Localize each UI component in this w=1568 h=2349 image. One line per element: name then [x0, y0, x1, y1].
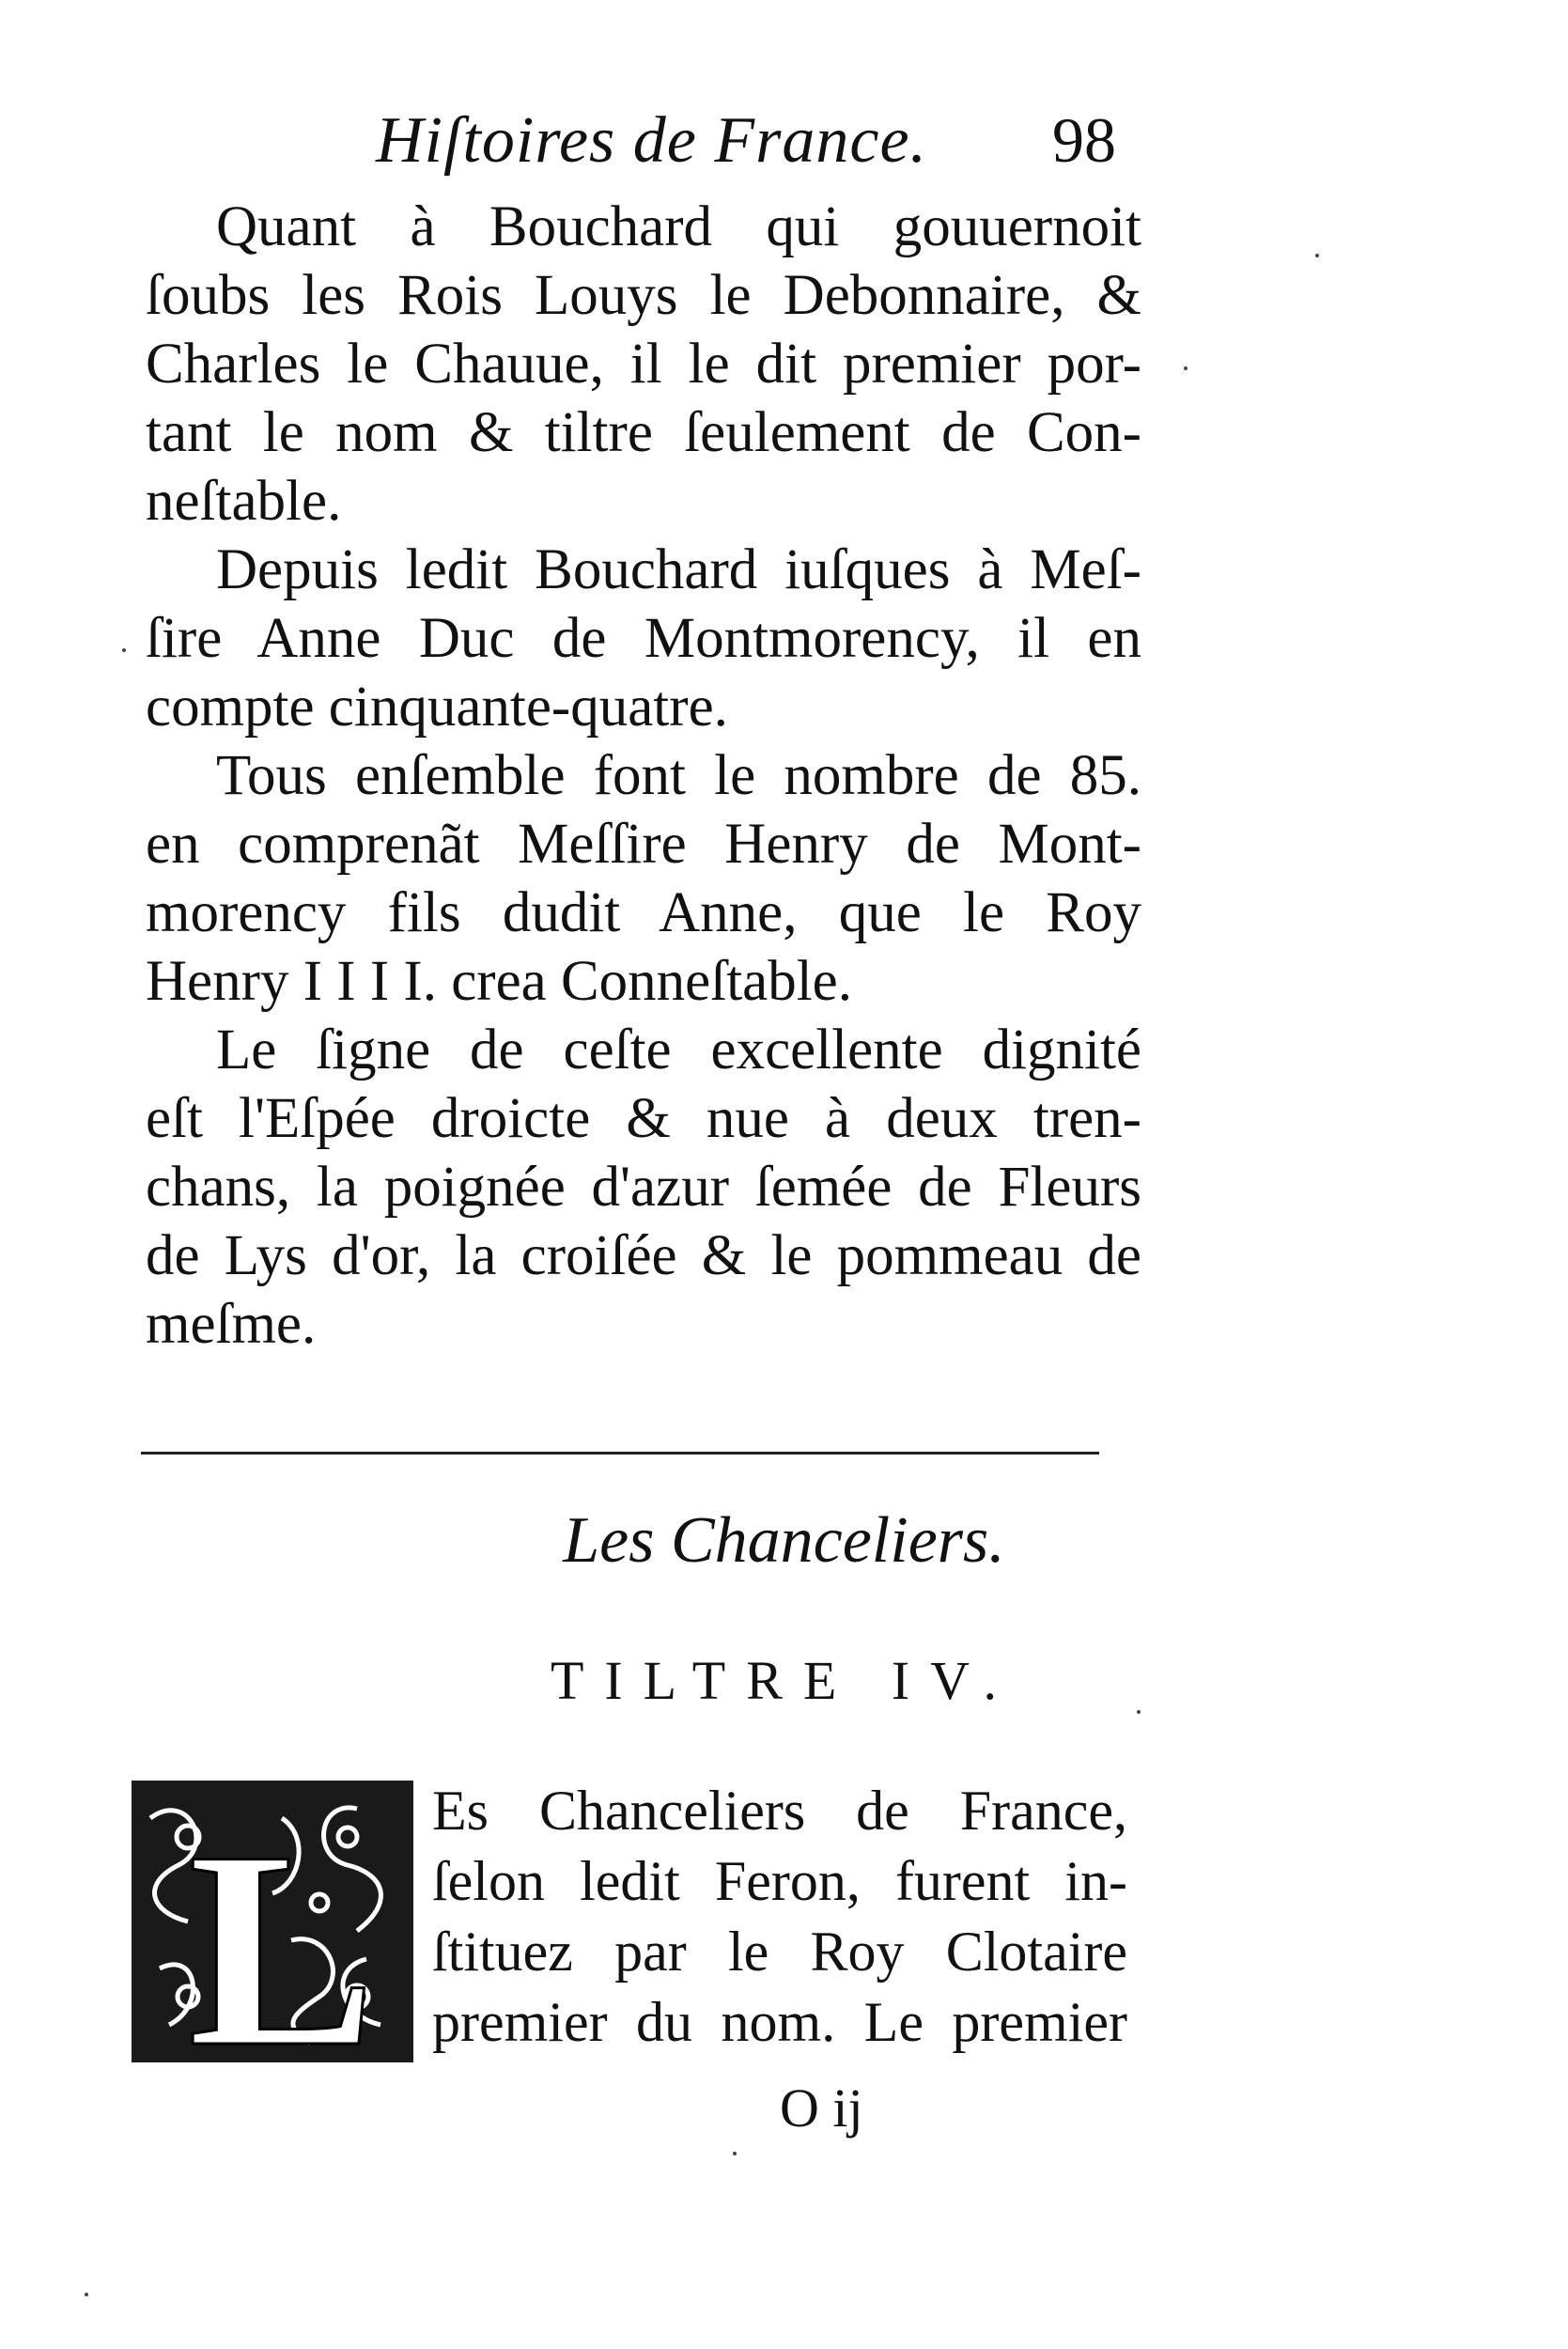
body-text [146, 193, 1141, 1359]
drop-cap-letter: L [188, 1793, 377, 2062]
print-speck [122, 648, 126, 652]
text-line: ſoubs les Rois Louys le Debonnaire, & [146, 264, 1141, 327]
text-line: chans, la poignée d'azur ſemée de Fleurs [146, 1156, 1141, 1219]
text-line: Charles le Chauue, il le dit premier por- [146, 333, 1141, 396]
page-number: 98 [1052, 104, 1116, 176]
ornamental-drop-cap [132, 1781, 413, 2062]
print-speck [1137, 1710, 1141, 1714]
text-line: premier du nom. Le premier [432, 1991, 1127, 2053]
print-speck [85, 2293, 88, 2296]
drop-cap-ornament-icon [132, 1781, 413, 2062]
text-line: Es Chanceliers de France, [432, 1780, 1127, 1842]
section-divider-rule [141, 1452, 1099, 1455]
text-line: neſtable. [146, 470, 342, 533]
signature-mark: O ij [780, 2077, 863, 2139]
text-line: meſme. [146, 1293, 317, 1356]
text-line: morency fils dudit Anne, que le Roy [146, 881, 1141, 944]
print-speck [1315, 254, 1319, 257]
text-line: de Lys d'or, la croiſée & le pommeau de [146, 1224, 1141, 1287]
text-line: eſt l'Eſpée droicte & nue à deux tren- [146, 1087, 1141, 1150]
section-subtitle: TILTRE IV. [550, 1650, 1018, 1711]
text-line: Depuis ledit Bouchard iuſques à Meſ- [216, 538, 1141, 601]
text-line: Henry I I I I. crea Conneſtable. [146, 950, 852, 1013]
text-line: Quant à Bouchard qui gouuernoit [216, 195, 1141, 258]
text-line: ſelon ledit Feron, furent in- [432, 1850, 1127, 1912]
text-line: en comprenãt Meſſire Henry de Mont- [146, 813, 1141, 876]
print-speck [1184, 366, 1188, 370]
text-line: ſtituez par le Roy Clotaire [432, 1921, 1127, 1983]
print-speck [733, 2152, 737, 2155]
text-line: compte cinquante-quatre. [146, 676, 728, 739]
text-line: Le ſigne de ceſte excellente dignité [216, 1019, 1141, 1081]
section-title: Les Chanceliers. [563, 1504, 1005, 1577]
drop-cap-paragraph [432, 1776, 1127, 2058]
text-line: ſire Anne Duc de Montmorency, il en [146, 607, 1141, 670]
running-title: Hiſtoires de France. [376, 104, 928, 177]
running-head [376, 94, 1221, 188]
text-line: tant le nom & tiltre ſeulement de Con- [146, 401, 1141, 464]
text-line: Tous enſemble font le nombre de 85. [216, 744, 1141, 807]
